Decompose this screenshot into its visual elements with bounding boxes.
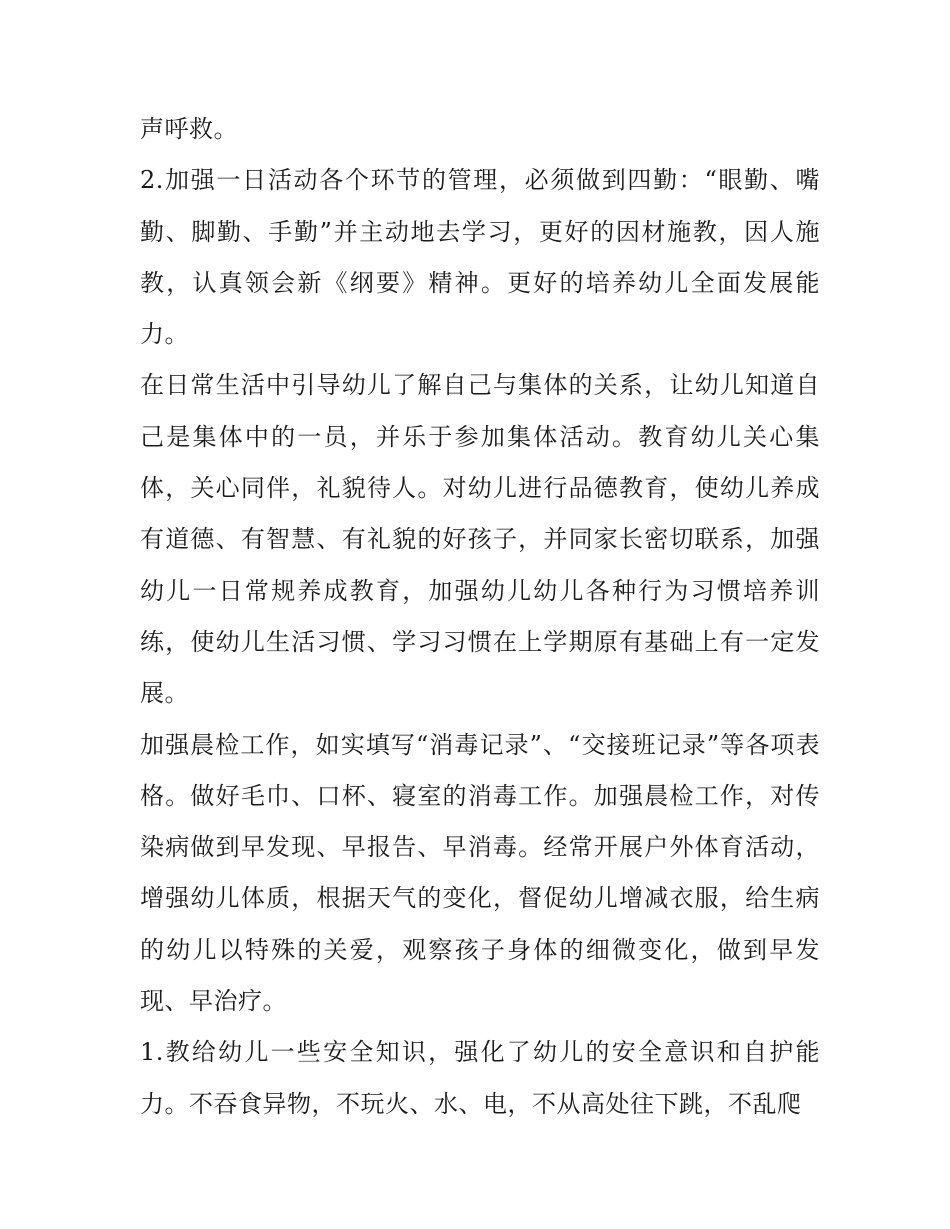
paragraph-daily-activity-management: 2.加强一日活动各个环节的管理，必须做到四勤：“眼勤、嘴勤、脚勤、手勤”并主动地去学习，更好的因材施教，因人施教，认真领会新《纲要》精神。更好的培养幼儿全面发展能力。 — [140, 166, 820, 349]
paragraph-shout-for-help: 声呼救。 — [140, 115, 238, 143]
paragraph-safety-knowledge: 1.教给幼儿一些安全知识，强化了幼儿的安全意识和自护能力。不吞食异物，不玩火、水、电，不从高处往下跳，不乱爬 — [140, 1038, 820, 1118]
paragraph-morning-check: 加强晨检工作，如实填写“消毒记录”、“交接班记录”等各项表格。做好毛巾、口杯、寝室的消毒工作。加强晨检工作，对传染病做到早发现、早报告、早消毒。经常开展户外体育活动，增强幼儿体质，根据天气的变化，督促幼儿增减衣服，给生病的幼儿以特殊的关爱，观察孩子身体的细微变化，做到早发现、早治疗。 — [140, 730, 820, 1016]
document-body — [140, 104, 820, 1130]
paragraph-collective-education: 在日常生活中引导幼儿了解自己与集体的关系，让幼儿知道自己是集体中的一员，并乐于参加集体活动。教育幼儿关心集体，关心同伴，礼貌待人。对幼儿进行品德教育，使幼儿养成有道德、有智慧、有礼貌的好孩子，并同家长密切联系，加强幼儿一日常规养成教育，加强幼儿幼儿各种行为习惯培养训练，使幼儿生活习惯、学习习惯在上学期原有基础上有一定发展。 — [140, 371, 820, 708]
